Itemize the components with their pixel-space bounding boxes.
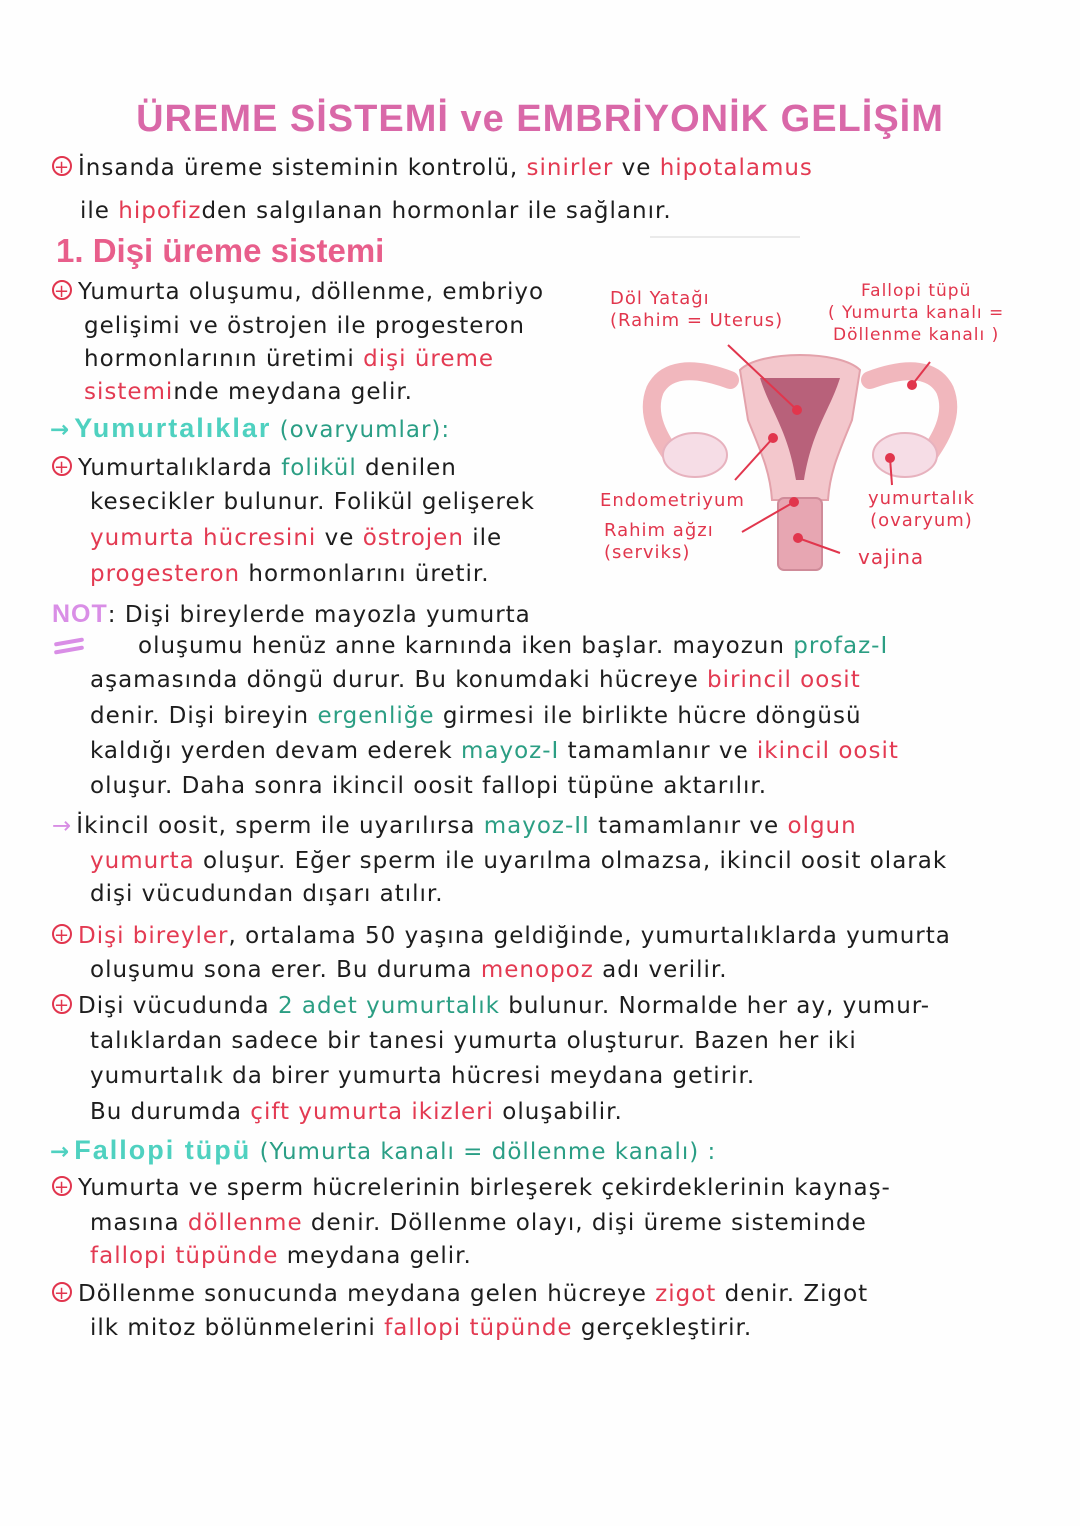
label-text: Döl Yatağı (610, 288, 710, 309)
note-line-1 (52, 598, 531, 631)
ovaries-line-3 (90, 522, 502, 554)
highlight-term: yumurta hücresini (90, 525, 317, 551)
note-line-2 (138, 630, 888, 662)
plus-bullet-icon: + (54, 995, 71, 1016)
subheading-ovaries (50, 412, 450, 446)
fallopian-line-1 (52, 1172, 891, 1204)
highlight-term: zigot (655, 1281, 717, 1307)
text: adı verilir. (593, 957, 728, 983)
text: nde meydana gelir. (173, 379, 413, 405)
text: İnsanda üreme sisteminin kontrolü, (78, 155, 527, 181)
text: Yumurta ve sperm hücrelerinin birleşerek çekirdeklerinin kaynaş- (78, 1175, 891, 1201)
highlight-term: progesteron (90, 561, 241, 587)
double-underline-mark-icon (54, 640, 84, 656)
highlight-term: menopoz (480, 957, 594, 983)
highlight-term: Dişi bireyler (78, 923, 229, 949)
text: hormonlarının üretimi (84, 346, 364, 372)
note-label: NOT (52, 600, 108, 628)
subheading-title: Yumurtalıklar (74, 413, 272, 443)
text: ve (316, 525, 363, 551)
subheading-sub: (Yumurta kanalı = döllenme kanalı) : (251, 1139, 717, 1165)
highlight-term: çift yumurta ikizleri (250, 1099, 494, 1125)
text: İkincil oosit, sperm ile uyarılırsa (76, 813, 484, 839)
page-title: ÜREME SİSTEMİ ve EMBRİYONİK GELİŞİM (136, 98, 944, 140)
text: oluşumu sona erer. Bu duruma (90, 957, 481, 983)
plus-bullet-icon: + (54, 457, 71, 478)
text: Döllenme sonucunda meydana gelen hücreye (78, 1281, 656, 1307)
label-text: (Rahim = Uterus) (610, 310, 784, 331)
p1-line-2: gelişimi ve östrojen ile progesteron (84, 313, 525, 339)
text: denir. Zigot (716, 1281, 869, 1307)
highlight-term: dişi üreme (363, 346, 495, 372)
highlight-term: hipofiz (118, 198, 202, 224)
plus-bullet-icon: + (54, 157, 71, 178)
text: : Dişi bireylerde mayozla yumurta (107, 602, 531, 628)
highlight-term: birincil oosit (707, 667, 861, 693)
highlight-term: östrojen (362, 525, 464, 551)
twins-line-3: yumurtalık da birer yumurta hücresi meydana getirir. (90, 1063, 756, 1089)
label-ovary (868, 488, 975, 532)
text: , ortalama 50 yaşına geldiğinde, yumurtalıklarda yumurta (228, 923, 951, 949)
text: ile (80, 198, 119, 224)
secondary-line-3: dişi vücudundan dışarı atılır. (90, 881, 444, 907)
highlight-term: hipotalamus (659, 155, 813, 181)
subheading-sub: (ovaryumlar): (271, 417, 451, 443)
text: denir. Döllenme olayı, dişi üreme sisteminde (302, 1210, 867, 1236)
divider (650, 236, 800, 238)
highlight-term: ergenliğe (317, 703, 435, 729)
note-line-3 (90, 664, 861, 696)
label-text: Rahim ağzı (604, 520, 714, 541)
label-text: (ovaryum) (870, 510, 973, 531)
note-line-6: oluşur. Daha sonra ikincil oosit fallopi tüpüne aktarılır. (90, 773, 768, 799)
twins-line-1 (52, 990, 930, 1022)
arrow-right-icon: → (50, 1139, 71, 1165)
highlight-term: döllenme (187, 1210, 303, 1236)
section-heading: 1. Dişi üreme sistemi (56, 232, 385, 269)
twins-line-2: talıklardan sadece bir tanesi yumurta oluşturur. Bazen her iki (90, 1028, 857, 1054)
label-uterus (610, 288, 783, 332)
p1-line-3 (84, 343, 494, 375)
text: tamamlanır ve (559, 738, 757, 764)
text: oluşur. Eğer sperm ile uyarılma olmazsa, ikincil oosit olarak (194, 848, 948, 874)
p1-line-1 (52, 276, 544, 308)
text: ile (463, 525, 503, 551)
highlight-term: fallopi tüpünde (384, 1315, 573, 1341)
text: denilen (356, 455, 457, 481)
intro-line-2 (80, 195, 672, 227)
plus-bullet-icon: + (54, 281, 71, 302)
label-text: yumurtalık (868, 488, 975, 509)
secondary-line-2 (90, 845, 947, 877)
text: aşamasında döngü durur. Bu konumdaki hücreye (90, 667, 708, 693)
fallopian-line-2 (90, 1207, 867, 1239)
text: kaldığı yerden devam ederek (90, 738, 461, 764)
text: girmesi ile birlikte hücre döngüsü (434, 703, 862, 729)
text: gerçekleştirir. (572, 1315, 753, 1341)
subheading-fallopian (50, 1134, 716, 1168)
uterus-diagram (590, 270, 1040, 590)
ovaries-line-4 (90, 558, 490, 590)
highlight-term: profaz-I (793, 633, 889, 659)
text: hormonlarını üretir. (240, 561, 490, 587)
text: Yumurtalıklarda (78, 455, 282, 481)
label-vagina: vajina (858, 545, 925, 569)
highlight-term: sistemi (84, 379, 174, 405)
secondary-line-1 (52, 810, 857, 842)
note-line-4 (90, 700, 862, 732)
zygote-line-2 (90, 1312, 752, 1344)
text: denir. Dişi bireyin (90, 703, 318, 729)
note-line-5 (90, 735, 899, 767)
text: bulunur. Normalde her ay, yumur- (499, 993, 931, 1019)
highlight-term: olgun (787, 813, 857, 839)
highlight-term: mayoz-I (460, 738, 560, 764)
text: meydana gelir. (278, 1243, 472, 1269)
twins-line-4 (90, 1096, 623, 1128)
text: den salgılanan hormonlar ile sağlanır. (201, 198, 672, 224)
highlight-term: yumurta (90, 848, 195, 874)
subheading-title: Fallopi tüpü (74, 1135, 252, 1165)
ovaries-line-1 (52, 452, 457, 484)
menopause-line-2 (90, 954, 728, 986)
fallopian-line-3 (90, 1240, 472, 1272)
zygote-line-1 (52, 1278, 868, 1310)
text: ilk mitoz bölünmelerini (90, 1315, 385, 1341)
label-text: (serviks) (604, 542, 691, 563)
text: oluşabilir. (493, 1099, 623, 1125)
text: oluşumu henüz anne karnında iken başlar. mayozun (138, 633, 794, 659)
highlight-term: ikincil oosit (756, 738, 899, 764)
highlight-term: sinirler (526, 155, 614, 181)
text: tamamlanır ve (589, 813, 788, 839)
label-cervix (604, 520, 714, 564)
label-endometrium: Endometriyum (600, 490, 745, 511)
arrow-right-icon: → (52, 813, 73, 839)
text: ve (613, 155, 660, 181)
ovaries-line-2: kesecikler bulunur. Folikül gelişerek (90, 489, 535, 515)
label-text: ( Yumurta kanalı = (828, 303, 1005, 323)
plus-bullet-icon: + (54, 1283, 71, 1304)
label-fallopian (828, 280, 1004, 346)
plus-bullet-icon: + (54, 925, 71, 946)
text: Yumurta oluşumu, döllenme, embriyo (78, 279, 545, 305)
plus-bullet-icon: + (54, 1177, 71, 1198)
menopause-line-1 (52, 920, 951, 952)
highlight-term: fallopi tüpünde (90, 1243, 279, 1269)
p1-line-4 (84, 376, 413, 408)
arrow-right-icon: → (50, 417, 71, 443)
intro-line-1 (52, 152, 813, 184)
label-text: Döllenme kanalı ) (833, 325, 1000, 345)
label-text: Fallopi tüpü (860, 281, 972, 301)
highlight-term: 2 adet yumurtalık (277, 993, 500, 1019)
highlight-term: mayoz-II (483, 813, 590, 839)
text: Dişi vücudunda (78, 993, 278, 1019)
text: masına (90, 1210, 188, 1236)
text: Bu durumda (90, 1099, 251, 1125)
highlight-term: folikül (281, 455, 357, 481)
